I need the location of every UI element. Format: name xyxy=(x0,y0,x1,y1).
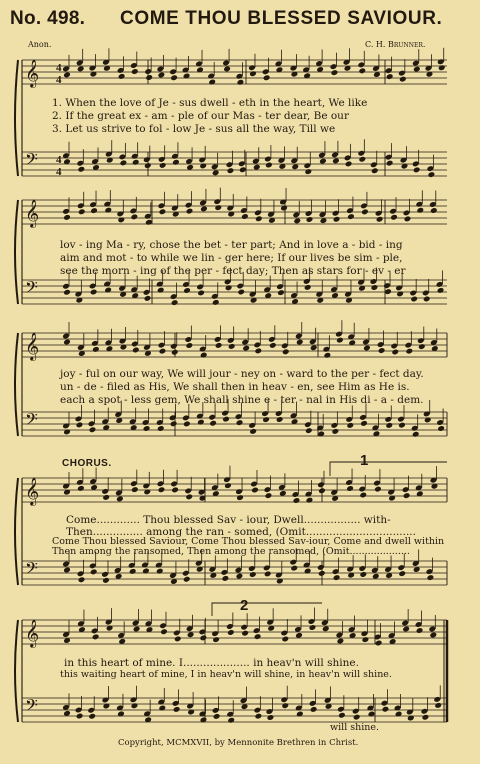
note xyxy=(200,352,208,359)
note xyxy=(437,287,445,294)
note xyxy=(374,486,382,493)
time-sig-top: 4 xyxy=(56,62,62,74)
verse-1-line-3: joy - ful on our way, We will jour - ney on - ward to the per - fect day. xyxy=(60,368,424,380)
note xyxy=(145,219,153,226)
note xyxy=(223,66,231,73)
note xyxy=(265,162,273,169)
note xyxy=(145,74,153,81)
note xyxy=(116,496,124,503)
note xyxy=(263,74,271,81)
note xyxy=(77,65,85,72)
note xyxy=(227,629,235,636)
note xyxy=(215,342,223,349)
note xyxy=(371,167,379,174)
note xyxy=(413,66,421,73)
note xyxy=(118,73,126,80)
note xyxy=(281,702,289,709)
note xyxy=(390,214,398,221)
note xyxy=(131,68,139,75)
note xyxy=(269,342,277,349)
note xyxy=(90,207,98,214)
note xyxy=(346,422,354,429)
note xyxy=(249,428,257,435)
note xyxy=(159,348,167,355)
time-sig-top: 4 xyxy=(56,74,62,86)
note xyxy=(413,167,421,174)
bass-clef-4: 𝄢 xyxy=(25,558,38,582)
note xyxy=(376,216,384,223)
note xyxy=(412,431,420,438)
note xyxy=(77,166,85,173)
note xyxy=(293,218,301,225)
note xyxy=(213,713,221,720)
chorus-upper-line-1: Come............. Thou blessed Sav - iour, Dwell................. with- xyxy=(66,514,391,526)
note xyxy=(239,166,247,173)
note xyxy=(63,567,71,574)
note xyxy=(131,702,139,709)
note xyxy=(236,573,244,580)
note xyxy=(309,624,317,631)
note xyxy=(382,706,390,713)
note xyxy=(265,492,273,499)
ending-1-bracket xyxy=(330,462,447,476)
note xyxy=(131,486,139,493)
note xyxy=(359,571,367,578)
note xyxy=(133,626,141,633)
note xyxy=(63,339,71,346)
note xyxy=(76,713,84,720)
note xyxy=(437,425,445,432)
note xyxy=(391,349,399,356)
note xyxy=(237,289,245,296)
note xyxy=(209,420,217,427)
hymn-number: No. 498. xyxy=(10,8,86,29)
note xyxy=(186,342,194,349)
note xyxy=(296,339,304,346)
note xyxy=(159,162,167,169)
note xyxy=(236,494,244,501)
note xyxy=(224,482,232,489)
note xyxy=(399,76,407,83)
note xyxy=(358,67,366,74)
note xyxy=(78,576,86,583)
note xyxy=(438,64,446,71)
note xyxy=(251,487,259,494)
note xyxy=(406,348,414,355)
note xyxy=(185,493,193,500)
note xyxy=(212,169,220,176)
note xyxy=(130,214,138,221)
note xyxy=(160,628,168,635)
note xyxy=(104,207,112,214)
note xyxy=(277,289,285,296)
note xyxy=(324,352,332,359)
note xyxy=(398,422,406,429)
final-upper-lyrics: in this heart of mine. I.................... in heav'n will shine. xyxy=(64,657,359,669)
note xyxy=(63,214,71,221)
note xyxy=(363,345,371,352)
note xyxy=(242,345,250,352)
note xyxy=(237,79,245,86)
note xyxy=(183,576,191,583)
note xyxy=(156,568,164,575)
note xyxy=(92,634,100,641)
note xyxy=(371,284,379,291)
note xyxy=(362,636,370,643)
note xyxy=(358,156,366,163)
time-sig-bottom: 4 xyxy=(56,154,62,166)
verse-3-line-3: each a spot - less gem, We shall shine e - ter - nal in His di - a - dem. xyxy=(60,394,424,406)
note xyxy=(333,216,341,223)
note xyxy=(276,416,284,423)
note xyxy=(255,215,263,222)
note xyxy=(386,73,394,80)
note xyxy=(222,575,230,582)
verse-3-line-1: 3. Let us strive to fol - low Je - sus all the way, Till we xyxy=(52,123,336,135)
words-credit: Anon. xyxy=(28,40,52,49)
bass-clef-3: 𝄢 xyxy=(25,409,38,433)
note xyxy=(197,419,205,426)
note xyxy=(429,632,437,639)
note xyxy=(170,420,178,427)
bass-clef-2: 𝄢 xyxy=(25,277,38,301)
note xyxy=(197,290,205,297)
note xyxy=(434,702,442,709)
note xyxy=(304,168,312,175)
note xyxy=(117,216,125,223)
note xyxy=(428,171,436,178)
note xyxy=(306,497,314,504)
note xyxy=(353,714,361,721)
note xyxy=(228,343,236,350)
note xyxy=(416,207,424,214)
verse-2-line-3: un - de - filed as His, We shall then in heav - en, see Him as He is. xyxy=(60,381,410,393)
note xyxy=(183,287,191,294)
chorus-upper-line-2: Then............... among the ran - somed, (Omit................................. xyxy=(66,526,416,538)
note xyxy=(144,162,152,169)
note xyxy=(249,571,257,578)
note xyxy=(200,634,208,641)
note xyxy=(331,69,339,76)
note xyxy=(129,568,137,575)
note xyxy=(212,636,220,643)
note xyxy=(359,492,367,499)
treble-clef-5: 𝄞 xyxy=(25,619,40,647)
note xyxy=(158,486,166,493)
note xyxy=(306,216,314,223)
note xyxy=(157,287,165,294)
note xyxy=(375,640,383,647)
note xyxy=(249,70,257,77)
note xyxy=(254,348,262,355)
note xyxy=(281,636,289,643)
note xyxy=(88,713,96,720)
note xyxy=(318,487,326,494)
bass-clef-5: 𝄢 xyxy=(25,695,38,719)
note xyxy=(63,289,71,296)
note xyxy=(76,422,84,429)
treble-clef-1: 𝄞 xyxy=(25,59,40,87)
note xyxy=(396,290,404,297)
verse-1-line-2: lov - ing Ma - ry, chose the bet - ter part; And in love a - bid - ing xyxy=(60,239,403,251)
treble-clef-4: 𝄞 xyxy=(25,477,40,505)
note xyxy=(337,638,345,645)
note xyxy=(77,485,85,492)
note xyxy=(404,216,412,223)
note xyxy=(120,160,128,167)
note xyxy=(63,429,71,436)
brace-1 xyxy=(15,60,18,176)
verse-2-line-2: aim and mot - to while we lin - ger here; If our lives be sim - ple, xyxy=(60,252,403,264)
note xyxy=(214,204,222,211)
note xyxy=(255,713,263,720)
note xyxy=(174,635,182,642)
note xyxy=(427,574,435,581)
note xyxy=(186,208,194,215)
chorus-lower-line-2: Then among the ransomed, Then among the ransomed, (Omit.................... xyxy=(52,546,410,557)
note xyxy=(225,284,233,291)
note xyxy=(361,209,369,216)
note xyxy=(282,348,290,355)
note xyxy=(262,416,270,423)
note xyxy=(132,159,140,166)
music-credit: C. H. Brunner. xyxy=(365,40,426,49)
note xyxy=(171,299,179,306)
note xyxy=(422,714,430,721)
final-bass-lyrics: will shine. xyxy=(330,722,380,733)
note xyxy=(200,206,208,213)
note xyxy=(90,568,98,575)
note xyxy=(172,159,180,166)
note xyxy=(102,577,110,584)
note xyxy=(173,706,181,713)
note xyxy=(293,497,301,504)
note xyxy=(199,162,207,169)
ending-2-bracket xyxy=(212,603,322,616)
ending-2-label: 2 xyxy=(240,597,249,614)
note xyxy=(157,425,165,432)
note xyxy=(332,157,340,164)
note xyxy=(227,717,235,724)
note xyxy=(386,160,394,167)
note xyxy=(89,426,97,433)
note xyxy=(183,421,191,428)
bass-clef-1: 𝄢 xyxy=(25,149,38,173)
note xyxy=(144,295,152,302)
note xyxy=(267,714,275,721)
note xyxy=(424,417,432,424)
verse-2-line-1: 2. If the great ex - am - ple of our Mas - ter dear, Be our xyxy=(52,110,349,122)
brace-2 xyxy=(15,200,18,304)
brace-3 xyxy=(15,333,18,436)
note xyxy=(332,428,340,435)
note xyxy=(158,72,166,79)
note xyxy=(241,213,249,220)
note xyxy=(378,347,386,354)
note xyxy=(212,299,220,306)
note xyxy=(159,208,167,215)
treble-clef-2: 𝄞 xyxy=(25,199,40,227)
hymn-title: COME THOU BLESSED SAVIOUR. xyxy=(120,8,443,29)
note xyxy=(310,706,318,713)
note xyxy=(143,489,151,496)
note xyxy=(319,158,327,165)
note xyxy=(236,419,244,426)
note xyxy=(418,343,426,350)
chorus-lower-line-1: Come Thou blessed Saviour, Come Thou blessed Sav-iour, Come and dwell within xyxy=(52,536,445,547)
note xyxy=(430,207,438,214)
note xyxy=(345,161,353,168)
note xyxy=(423,296,431,303)
note xyxy=(346,485,354,492)
brace-5 xyxy=(15,620,18,722)
note xyxy=(92,346,100,353)
note xyxy=(304,568,312,575)
note xyxy=(318,570,326,577)
note xyxy=(253,164,261,171)
note xyxy=(264,571,272,578)
note xyxy=(227,167,235,174)
verse-1-line-1: 1. When the love of Je - sus dwell - eth in the heart, We like xyxy=(52,97,368,109)
note xyxy=(305,427,313,434)
note xyxy=(398,570,406,577)
brace-4 xyxy=(15,478,18,585)
note xyxy=(290,565,298,572)
note xyxy=(102,494,110,501)
note xyxy=(304,284,312,291)
verse-3-line-2: see the morn - ing of the per - fect day; Then as stars for - ev - er xyxy=(60,265,406,277)
note xyxy=(336,337,344,344)
note xyxy=(360,420,368,427)
note xyxy=(347,213,355,220)
note xyxy=(241,630,249,637)
treble-clef-3: 𝄞 xyxy=(25,332,40,360)
note xyxy=(385,422,393,429)
note xyxy=(416,627,424,634)
chorus-label: CHORUS. xyxy=(62,458,112,469)
note xyxy=(403,492,411,499)
note xyxy=(333,574,341,581)
note xyxy=(171,349,179,356)
note xyxy=(222,416,230,423)
note xyxy=(402,626,410,633)
note xyxy=(410,296,418,303)
note xyxy=(170,74,178,81)
final-lower-lyrics: this waiting heart of mine, I in heav'n will shine, in heav'n will shine. xyxy=(60,669,392,680)
note xyxy=(171,487,179,494)
note xyxy=(78,208,86,215)
note xyxy=(63,71,71,78)
note xyxy=(90,289,98,296)
note xyxy=(143,425,151,432)
note xyxy=(338,712,346,719)
note xyxy=(132,347,140,354)
note xyxy=(254,633,262,640)
time-sig-bottom: 4 xyxy=(56,166,62,178)
copyright-notice: Copyright, MCMXVII, by Mennonite Brethren in Christ. xyxy=(118,738,359,748)
ending-1-label: 1 xyxy=(360,452,369,469)
